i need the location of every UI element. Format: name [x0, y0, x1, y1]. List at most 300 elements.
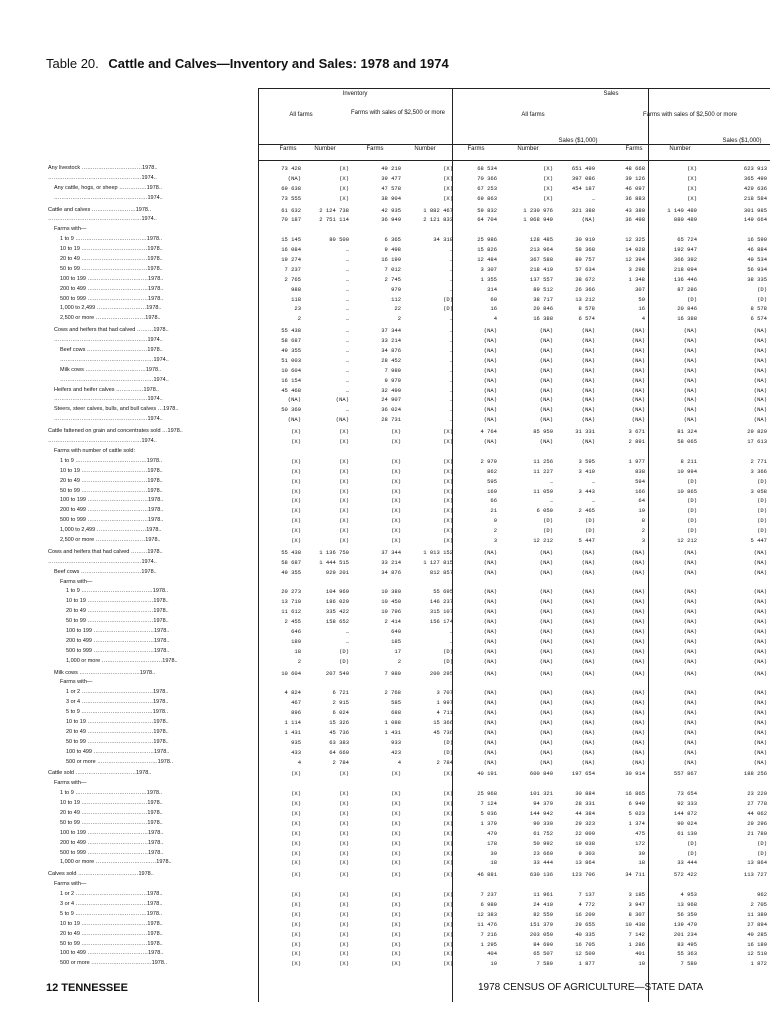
table-row — [258, 789, 770, 799]
table-cell: 10 796 — [381, 608, 401, 616]
table-cell: 14 028 — [625, 246, 645, 254]
row-label: ……………………………………………1974.. — [54, 396, 163, 403]
table-cell: 87 286 — [677, 285, 697, 293]
table-cell: (NA) — [287, 396, 301, 404]
table-cell: (X) — [391, 477, 401, 485]
table-cell: (NA) — [483, 608, 497, 616]
row-label: Beef cows ……………………………1978.. — [60, 347, 163, 354]
table-cell: 20 846 — [533, 305, 553, 313]
table-cell: (X) — [443, 174, 453, 182]
table-cell: (NA) — [753, 608, 767, 616]
table-row — [258, 336, 770, 346]
table-cell: (NA) — [483, 337, 497, 345]
table-cell: (NA) — [753, 416, 767, 424]
table-cell: (D) — [443, 657, 453, 665]
table-cell: (X) — [391, 829, 401, 837]
data-cells — [258, 164, 770, 969]
table-cell: … — [449, 406, 453, 414]
table-cell: (X) — [339, 849, 349, 857]
table-cell: 200 295 — [429, 669, 453, 677]
table-cell: (NA) — [753, 748, 767, 756]
table-cell: 31 331 — [575, 428, 595, 436]
row-label: ……………………………………………1974.. — [60, 356, 169, 363]
table-cell: (X) — [291, 457, 301, 465]
table-row — [258, 779, 770, 789]
table-cell: (X) — [339, 940, 349, 948]
table-row — [258, 516, 770, 526]
table-cell: 979 — [391, 285, 401, 293]
table-cell: (NA) — [683, 657, 697, 665]
table-cell: (X) — [339, 184, 349, 192]
table-row — [258, 678, 770, 688]
row-labels — [48, 164, 260, 969]
table-cell: (D) — [443, 305, 453, 313]
table-cell: 118 — [291, 295, 301, 303]
table-cell: … — [449, 396, 453, 404]
table-cell: 933 — [391, 738, 401, 746]
row-label: 2,500 or more ………………………1978.. — [60, 315, 161, 322]
table-cell: 207 549 — [325, 669, 349, 677]
table-cell: 2 765 — [284, 275, 301, 283]
table-cell: (X) — [391, 901, 401, 909]
table-cell: … — [345, 386, 349, 394]
table-cell: (NA) — [753, 738, 767, 746]
table-cell: 80 500 — [329, 236, 349, 244]
table-cell: (NA) — [539, 718, 553, 726]
table-cell: (D) — [687, 507, 697, 515]
table-cell: 28 452 — [381, 356, 401, 364]
table-cell: (NA) — [581, 558, 595, 566]
table-cell: (NA) — [539, 406, 553, 414]
table-cell: (X) — [339, 960, 349, 968]
table-cell: … — [345, 376, 349, 384]
table-cell: 7 237 — [284, 265, 301, 273]
table-cell: 45 736 — [433, 728, 453, 736]
table-cell: 401 — [635, 950, 645, 958]
table-cell: (X) — [291, 527, 301, 535]
table-cell: (NA) — [581, 728, 595, 736]
table-cell: (X) — [391, 871, 401, 879]
table-cell: 16 — [490, 305, 497, 313]
table-cell: (X) — [443, 901, 453, 909]
table-cell: 7 137 — [578, 891, 595, 899]
row-label: Heifers and heifer calves ……………1978.. — [54, 386, 159, 393]
table-cell: (NA) — [539, 588, 553, 596]
table-cell: (X) — [543, 174, 553, 182]
table-cell: 19 038 — [575, 839, 595, 847]
table-cell — [404, 678, 456, 688]
table-cell: (X) — [291, 517, 301, 525]
table-cell — [598, 225, 648, 235]
table-row — [258, 194, 770, 204]
table-cell: (NA) — [683, 618, 697, 626]
table-cell: 51 003 — [281, 356, 301, 364]
row-label: 200 to 499 ……………………………1978.. — [60, 839, 164, 846]
table-cell: 25 986 — [477, 236, 497, 244]
table-row — [258, 910, 770, 920]
table-cell: 3 — [493, 536, 497, 544]
table-cell: 572 422 — [673, 871, 697, 879]
table-cell: (D) — [585, 527, 595, 535]
table-cell: (NA) — [483, 558, 497, 566]
table-row — [258, 184, 770, 194]
header-inv-farms-2500: Farms with sales of $2,500 or more — [350, 110, 446, 116]
table-cell: 454 187 — [571, 184, 595, 192]
table-cell: (NA) — [683, 598, 697, 606]
table-cell: (X) — [291, 930, 301, 938]
table-cell: (X) — [443, 819, 453, 827]
row-label: Calves sold ……………………………1978.. — [48, 871, 154, 878]
table-cell: (NA) — [631, 347, 645, 355]
table-cell: (NA) — [581, 669, 595, 677]
table-cell: (NA) — [581, 608, 595, 616]
table-cell: 16 — [638, 305, 645, 313]
table-cell: (NA) — [335, 396, 349, 404]
table-cell: … — [449, 347, 453, 355]
col-header-farms-3: Farms — [467, 146, 485, 152]
table-cell: (NA) — [753, 669, 767, 677]
table-cell: … — [345, 337, 349, 345]
table-cell: (X) — [291, 507, 301, 515]
table-cell: (X) — [339, 930, 349, 938]
table-cell: (NA) — [683, 327, 697, 335]
table-cell: 2 771 — [750, 457, 767, 465]
table-cell: 144 942 — [529, 810, 553, 817]
table-cell: 84 690 — [533, 940, 553, 948]
table-cell: (X) — [339, 859, 349, 867]
table-cell: … — [449, 337, 453, 345]
row-label: 50 to 99 ………………………………1978.. — [60, 265, 163, 272]
table-cell: 429 636 — [743, 184, 767, 192]
table-cell: (X) — [291, 910, 301, 918]
table-cell: (NA) — [631, 758, 645, 766]
table-cell: 29 829 — [747, 428, 767, 436]
table-cell: (D) — [687, 839, 697, 847]
table-cell: … — [449, 265, 453, 273]
table-cell: 15 145 — [281, 236, 301, 244]
table-cell: 10 865 — [677, 487, 697, 495]
table-cell: (NA) — [753, 718, 767, 726]
table-cell: … — [449, 246, 453, 254]
table-cell: (X) — [291, 891, 301, 899]
table-cell — [648, 578, 700, 588]
table-cell — [700, 225, 770, 235]
table-cell: (NA) — [683, 406, 697, 414]
row-label: 500 to 999 ……………………………1978.. — [60, 517, 164, 524]
table-cell: … — [449, 256, 453, 264]
table-cell: (X) — [443, 194, 453, 202]
table-cell: 30 884 — [575, 790, 595, 798]
table-cell: 85 959 — [533, 428, 553, 436]
table-cell: (NA) — [581, 738, 595, 746]
table-cell: (X) — [443, 497, 453, 505]
table-row — [258, 457, 770, 467]
table-cell: (X) — [339, 901, 349, 909]
table-cell: 56 359 — [677, 910, 697, 918]
table-cell: 2 979 — [480, 457, 497, 465]
table-row — [258, 769, 770, 779]
table-row — [258, 578, 770, 588]
table-cell — [648, 678, 700, 688]
table-cell: (NA) — [753, 637, 767, 645]
table-cell: 61 752 — [533, 829, 553, 837]
table-row — [258, 718, 770, 728]
table-cell: (X) — [339, 770, 349, 778]
table-cell — [304, 779, 352, 789]
table-row — [258, 698, 770, 708]
table-cell: (NA) — [753, 356, 767, 364]
table-cell: (X) — [339, 527, 349, 535]
table-cell — [258, 880, 304, 890]
table-cell: 1 286 — [628, 940, 645, 948]
table-cell: 94 379 — [533, 800, 553, 808]
table-cell: (NA) — [581, 758, 595, 766]
table-cell: (NA) — [683, 748, 697, 756]
table-cell: 90 330 — [533, 819, 553, 827]
table-cell: (X) — [391, 810, 401, 817]
table-row — [258, 758, 770, 768]
row-label: 1 to 9 …………………………………1978.. — [60, 236, 163, 243]
table-cell: 11 612 — [281, 608, 301, 616]
table-cell: 1 977 — [628, 457, 645, 465]
table-cell: (X) — [443, 184, 453, 192]
table-cell: 213 964 — [529, 246, 553, 254]
table-cell: (NA) — [683, 347, 697, 355]
table-cell: 21 780 — [747, 829, 767, 837]
table-cell: 13 864 — [747, 859, 767, 867]
table-cell: (NA) — [683, 337, 697, 345]
table-cell: 16 705 — [575, 940, 595, 948]
table-cell: 22 009 — [575, 829, 595, 837]
table-cell: (X) — [543, 194, 553, 202]
table-cell: (NA) — [631, 618, 645, 626]
row-label: Farms with— — [54, 881, 87, 888]
table-cell: (NA) — [539, 618, 553, 626]
table-cell: 6 365 — [384, 236, 401, 244]
table-cell — [648, 225, 700, 235]
table-cell — [556, 779, 598, 789]
table-cell: 6 050 — [536, 507, 553, 515]
table-cell — [700, 447, 770, 457]
table-cell: (NA) — [683, 366, 697, 374]
table-cell: 6 949 — [628, 800, 645, 808]
row-label: 5 to 9 …………………………………1978.. — [60, 910, 163, 917]
table-cell: … — [449, 416, 453, 424]
table-cell: 13 864 — [575, 859, 595, 867]
table-row — [258, 849, 770, 859]
table-cell: 32 499 — [381, 386, 401, 394]
table-cell: 12 394 — [625, 256, 645, 264]
row-label: 10 to 19 ………………………………1978.. — [60, 467, 163, 474]
table-cell: 12 484 — [477, 256, 497, 264]
table-cell: (NA) — [539, 356, 553, 364]
table-cell: (NA) — [683, 608, 697, 616]
table-cell: (NA) — [581, 689, 595, 697]
table-cell: (X) — [391, 800, 401, 808]
row-label: 500 or more ……………………………1978.. — [60, 960, 167, 967]
table-cell: (X) — [339, 477, 349, 485]
table-cell: (NA) — [539, 386, 553, 394]
table-cell: 55 363 — [677, 950, 697, 958]
table-cell — [598, 678, 648, 688]
table-cell — [258, 779, 304, 789]
table-cell: (X) — [543, 184, 553, 192]
table-row — [258, 255, 770, 265]
table-cell: … — [449, 275, 453, 283]
col-header-number-3: Number — [517, 146, 539, 152]
table-cell: … — [591, 194, 595, 202]
table-cell — [304, 225, 352, 235]
table-row — [258, 164, 770, 174]
table-cell: (NA) — [631, 548, 645, 556]
table-cell: … — [345, 637, 349, 645]
table-cell: 3 298 — [628, 265, 645, 273]
table-cell: (X) — [443, 487, 453, 495]
row-label: Cows and heifers that had calved ………1978.. — [48, 548, 163, 555]
table-cell: (NA) — [683, 416, 697, 424]
table-row — [258, 900, 770, 910]
table-row — [258, 215, 770, 225]
table-cell: (NA) — [631, 718, 645, 726]
table-cell: (X) — [291, 849, 301, 857]
table-cell: (NA) — [539, 758, 553, 766]
table-cell: (NA) — [631, 356, 645, 364]
table-cell: (NA) — [753, 376, 767, 384]
table-cell: 128 485 — [529, 236, 553, 244]
table-cell: 112 — [391, 295, 401, 303]
table-cell: 6 980 — [480, 901, 497, 909]
table-row — [258, 657, 770, 667]
table-cell: (NA) — [631, 709, 645, 717]
table-cell — [598, 880, 648, 890]
table-cell: 73 654 — [677, 790, 697, 798]
table-row — [258, 366, 770, 376]
table-cell: (NA) — [753, 406, 767, 414]
table-cell — [456, 678, 500, 688]
table-cell: (X) — [443, 800, 453, 808]
table-cell: (X) — [543, 165, 553, 172]
table-row — [258, 940, 770, 950]
table-cell: (X) — [443, 527, 453, 535]
table-cell: (NA) — [631, 376, 645, 384]
table-cell: 64 — [638, 497, 645, 505]
table-cell: (D) — [757, 849, 767, 857]
table-cell: (NA) — [581, 216, 595, 224]
table-row — [258, 496, 770, 506]
table-cell — [500, 880, 556, 890]
table-cell: (X) — [391, 940, 401, 948]
table-cell: 475 — [635, 829, 645, 837]
table-cell: 55 438 — [281, 327, 301, 335]
table-cell: (NA) — [631, 327, 645, 335]
table-cell: 2 414 — [384, 618, 401, 626]
table-cell: (NA) — [581, 406, 595, 414]
table-cell: 136 446 — [673, 275, 697, 283]
table-cell: 2 — [397, 315, 401, 323]
table-cell: (NA) — [483, 758, 497, 766]
table-cell: 595 — [487, 477, 497, 485]
table-cell: 2 891 — [628, 438, 645, 446]
table-cell: … — [591, 497, 595, 505]
table-cell: 600 840 — [529, 770, 553, 778]
table-cell: 7 012 — [384, 265, 401, 273]
table-row — [258, 728, 770, 738]
table-cell: (X) — [443, 829, 453, 837]
table-cell: (NA) — [581, 699, 595, 707]
table-cell: … — [345, 327, 349, 335]
table-cell: (NA) — [631, 627, 645, 635]
table-cell: (X) — [443, 920, 453, 928]
table-cell: (NA) — [539, 327, 553, 335]
table-cell: 73 555 — [281, 194, 301, 202]
row-label: Milk cows ……………………………1978.. — [54, 669, 156, 676]
table-cell: (D) — [687, 497, 697, 505]
table-cell: 3 410 — [578, 467, 595, 475]
table-cell: 6 024 — [332, 709, 349, 717]
table-heading: Cattle and Calves—Inventory and Sales: 1978 and 1974 — [108, 56, 449, 71]
row-label: Cattle fattened on grain and concentrates sold …1978.. — [48, 428, 183, 435]
row-label: 10 to 19 ………………………………1978.. — [60, 246, 163, 253]
table-cell: 4 764 — [480, 428, 497, 436]
table-cell: 365 490 — [743, 174, 767, 182]
table-cell: (D) — [543, 527, 553, 535]
table-cell: (NA) — [483, 699, 497, 707]
table-cell: 896 — [291, 709, 301, 717]
table-cell: 218 094 — [673, 265, 697, 273]
table-cell: 33 444 — [533, 859, 553, 867]
table-cell: (X) — [443, 940, 453, 948]
table-cell: 218 584 — [743, 194, 767, 202]
table-cell: 37 344 — [381, 548, 401, 556]
table-cell: … — [549, 497, 553, 505]
table-cell: (D) — [443, 647, 453, 655]
table-cell: (NA) — [483, 416, 497, 424]
table-cell: 315 107 — [429, 608, 453, 616]
table-cell: (NA) — [753, 657, 767, 665]
table-row — [258, 415, 770, 425]
table-cell: (X) — [687, 184, 697, 192]
table-cell: 58 687 — [281, 558, 301, 566]
table-cell — [700, 678, 770, 688]
table-cell: 203 050 — [529, 930, 553, 938]
table-cell: (X) — [443, 536, 453, 544]
table-cell — [304, 880, 352, 890]
row-label: 20 to 49 ………………………………1978.. — [60, 810, 163, 816]
table-cell: 23 220 — [747, 790, 767, 798]
table-cell: (X) — [339, 950, 349, 958]
table-cell: (X) — [391, 819, 401, 827]
table-cell: 92 333 — [677, 800, 697, 808]
table-cell: (X) — [443, 507, 453, 515]
header-inventory: Inventory — [342, 91, 368, 97]
table-cell: 43 380 — [625, 206, 645, 214]
table-cell: (X) — [391, 859, 401, 867]
table-cell: 70 187 — [281, 216, 301, 224]
row-label: 50 to 99 ………………………………1978.. — [66, 738, 169, 745]
table-row — [258, 245, 770, 255]
table-cell: (NA) — [631, 588, 645, 596]
table-cell: 3 671 — [628, 428, 645, 436]
table-cell: (NA) — [683, 558, 697, 566]
table-cell: (X) — [291, 487, 301, 495]
table-cell: (NA) — [539, 376, 553, 384]
table-row — [258, 395, 770, 405]
table-cell: 64 704 — [477, 216, 497, 224]
table-cell: (NA) — [753, 386, 767, 394]
table-cell: (X) — [291, 790, 301, 798]
header-sales-farms-2500: Farms with sales of $2,500 or more — [642, 112, 738, 118]
table-cell: (NA) — [631, 337, 645, 345]
